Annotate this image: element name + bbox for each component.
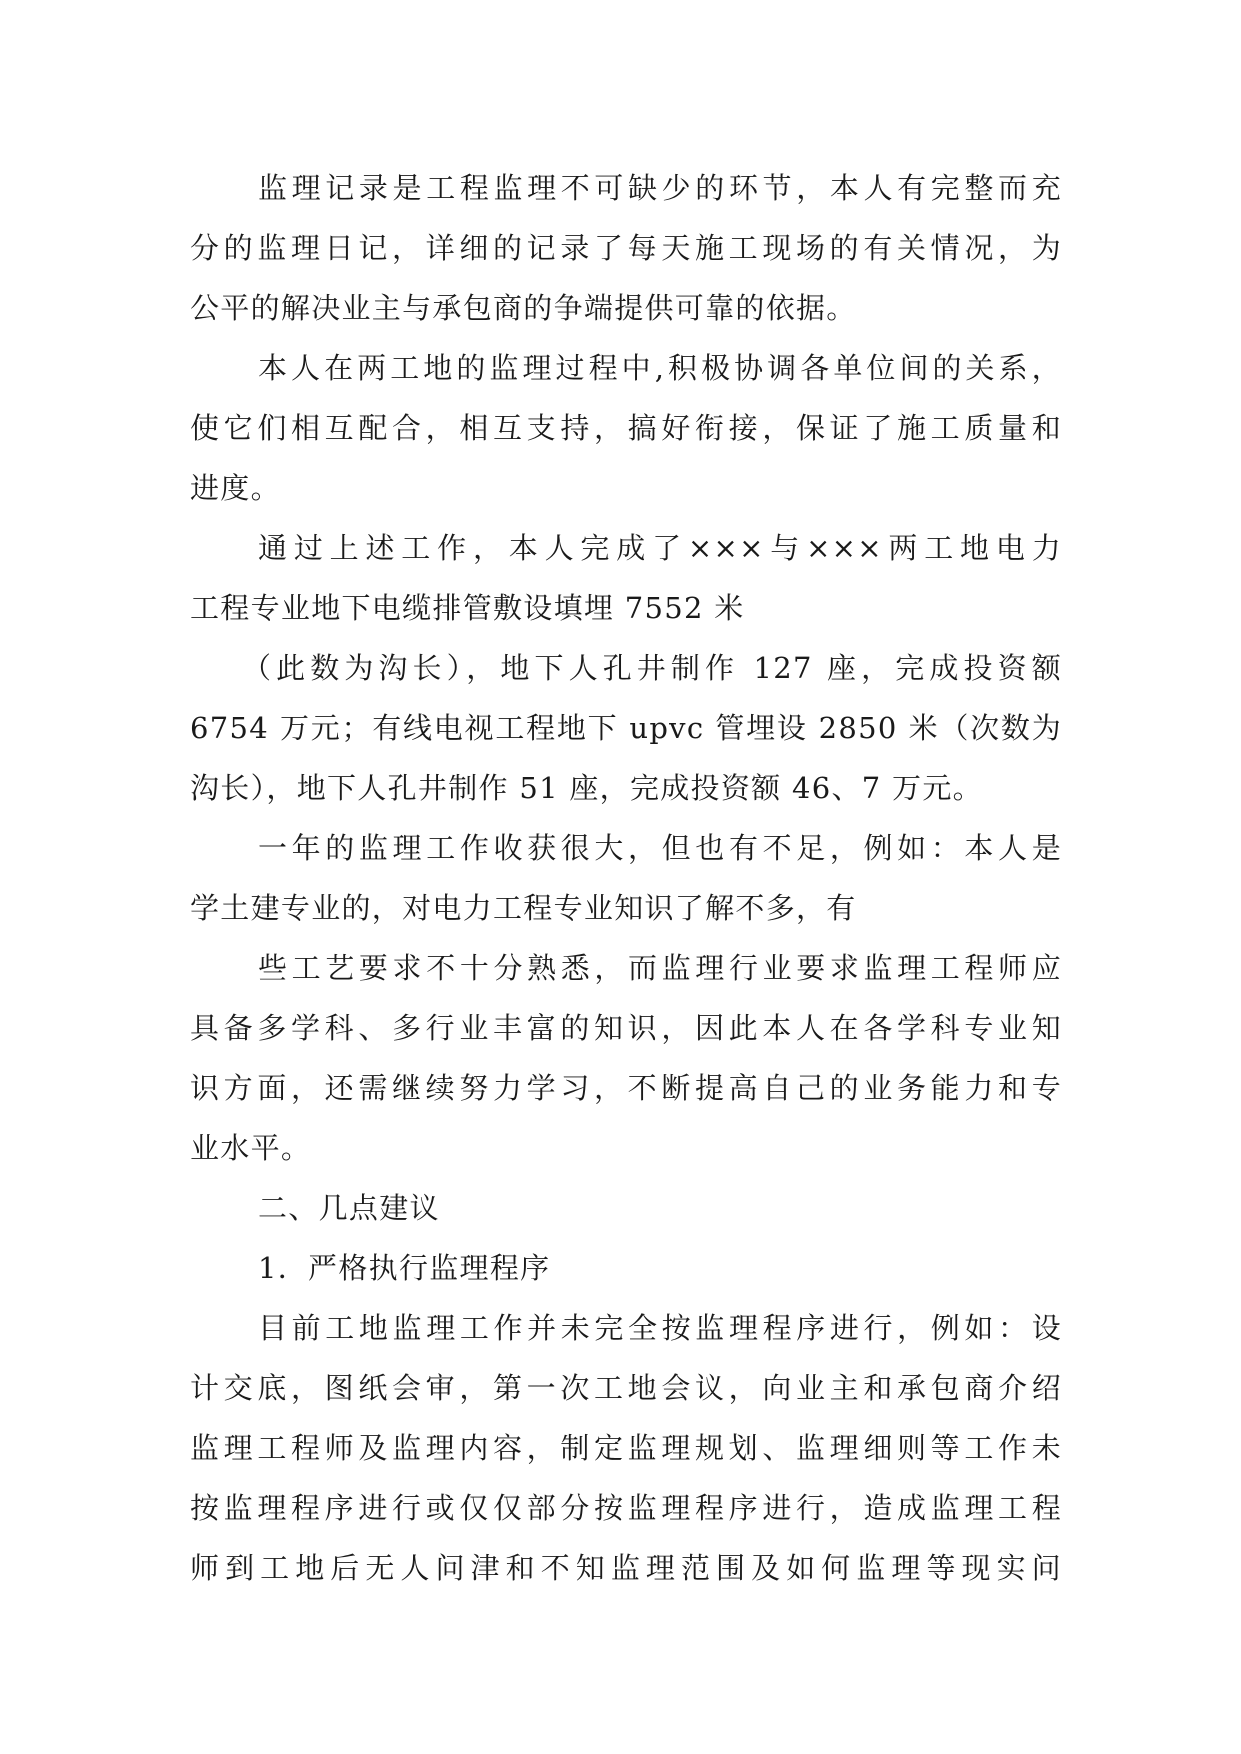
paragraph-line: 识方面，还需继续努力学习，不断提高自己的业务能力和专 [190, 1071, 1062, 1105]
paragraph-line: 通过上述工作，本人完成了×××与×××两工地电力 [258, 531, 1062, 565]
paragraph-line: 公平的解决业主与承包商的争端提供可靠的依据。 [190, 291, 857, 325]
paragraph-line: 本人在两工地的监理过程中,积极协调各单位间的关系， [258, 351, 1062, 385]
subsection-heading: 1．严格执行监理程序 [258, 1251, 551, 1285]
paragraph-line: 些工艺要求不十分熟悉，而监理行业要求监理工程师应 [258, 951, 1062, 985]
paragraph-line: 监理记录是工程监理不可缺少的环节，本人有完整而充 [258, 171, 1062, 205]
paragraph-line: 一年的监理工作收获很大，但也有不足，例如：本人是 [258, 831, 1062, 865]
paragraph-line: 进度。 [190, 471, 281, 505]
paragraph-line: 计交底，图纸会审，第一次工地会议，向业主和承包商介绍 [190, 1371, 1062, 1405]
paragraph-line: 工程专业地下电缆排管敷设填埋 7552 米 [190, 591, 745, 625]
paragraph-line: 按监理程序进行或仅仅部分按监理程序进行，造成监理工程 [190, 1491, 1062, 1525]
paragraph-line: 沟长），地下人孔井制作 51 座，完成投资额 46、7 万元。 [190, 771, 983, 805]
paragraph-line: 监理工程师及监理内容，制定监理规划、监理细则等工作未 [190, 1431, 1062, 1465]
paragraph-line: 师到工地后无人问津和不知监理范围及如何监理等现实问 [190, 1551, 1062, 1585]
paragraph-line: 学土建专业的，对电力工程专业知识了解不多，有 [190, 891, 857, 925]
paragraph-line: 使它们相互配合，相互支持，搞好衔接，保证了施工质量和 [190, 411, 1062, 445]
paragraph-line: 业水平。 [190, 1131, 312, 1165]
paragraph-line: 具备多学科、多行业丰富的知识，因此本人在各学科专业知 [190, 1011, 1062, 1045]
paragraph-line: 6754 万元；有线电视工程地下 upvc 管埋设 2850 米（次数为 [190, 711, 1062, 745]
section-heading: 二、几点建议 [258, 1191, 440, 1225]
paragraph-line: （此数为沟长），地下人孔井制作 127 座，完成投资额 [242, 651, 1062, 685]
body-text [190, 158, 1062, 1598]
paragraph-line: 目前工地监理工作并未完全按监理程序进行，例如：设 [258, 1311, 1062, 1345]
paragraph-line: 分的监理日记，详细的记录了每天施工现场的有关情况，为 [190, 231, 1062, 265]
